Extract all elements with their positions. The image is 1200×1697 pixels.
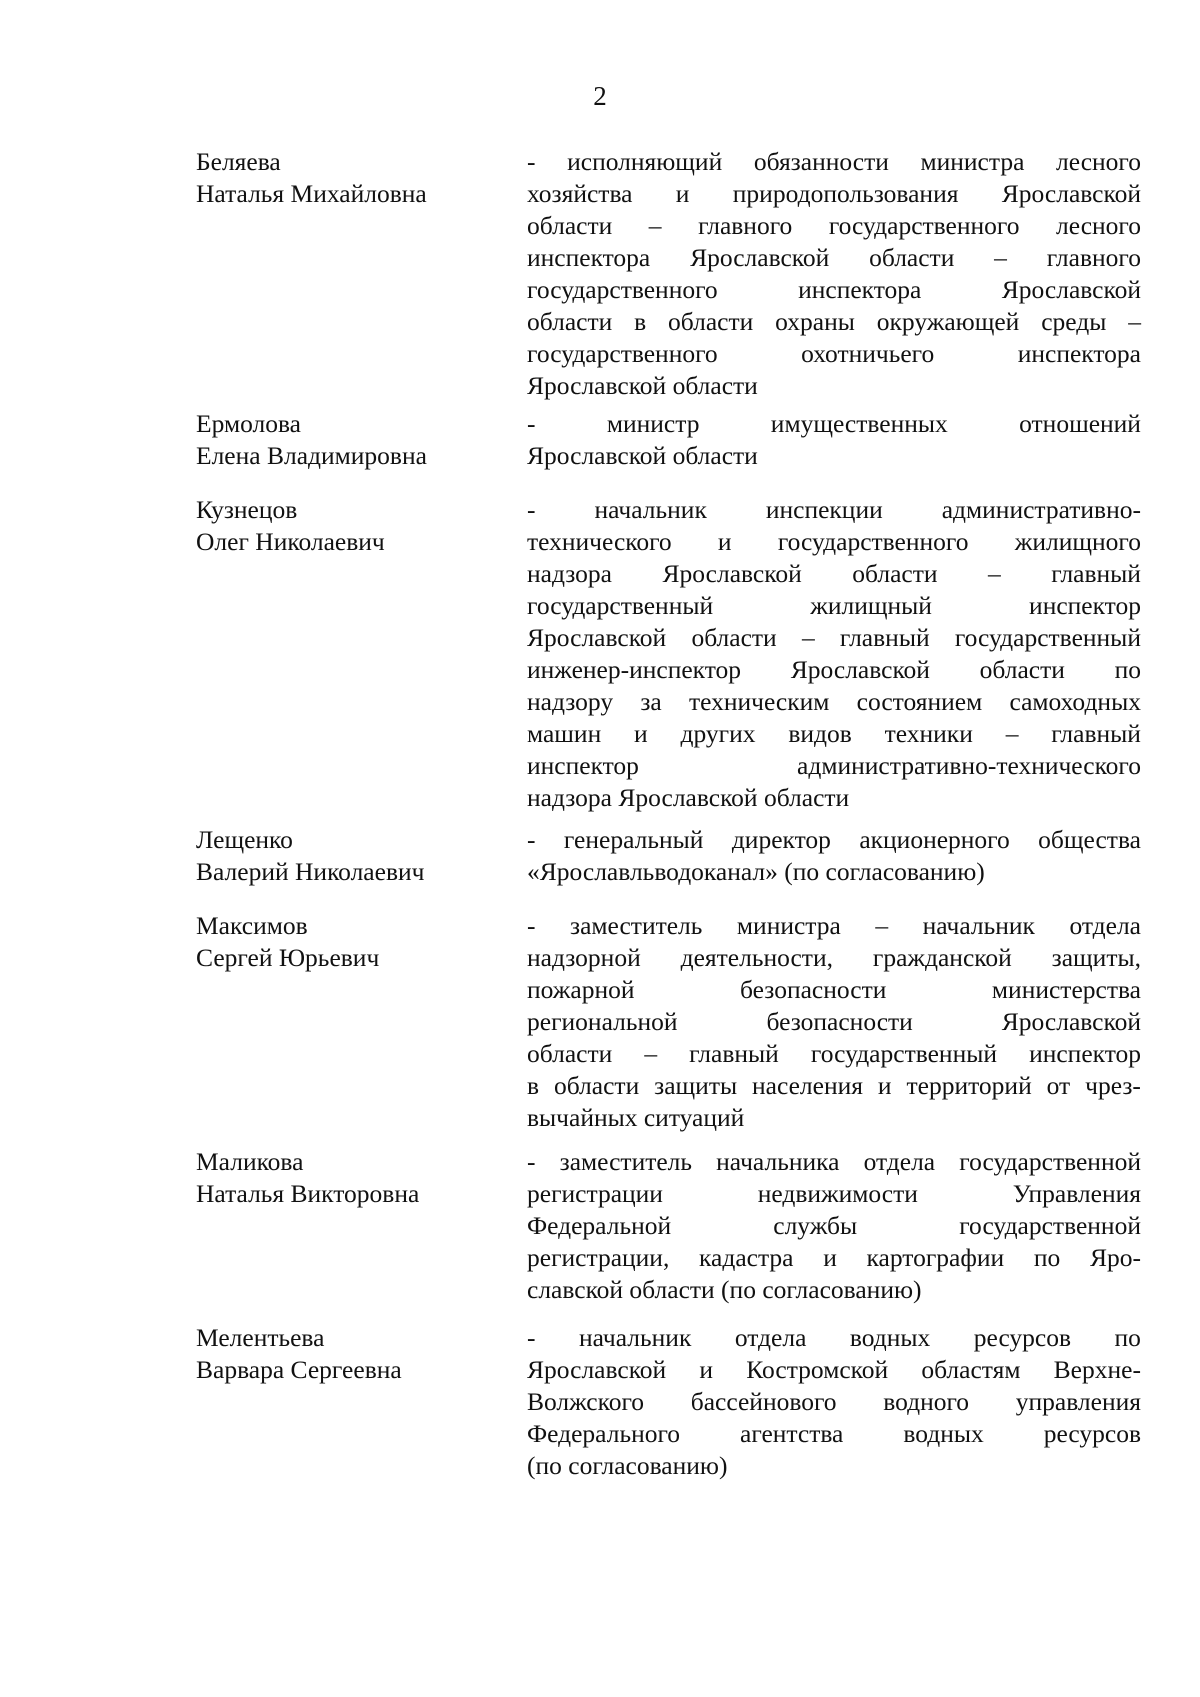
word: государственный bbox=[527, 591, 714, 620]
word: главного bbox=[698, 211, 793, 240]
member-entry bbox=[196, 1146, 1144, 1322]
word: инспектора bbox=[1017, 339, 1141, 368]
word: по bbox=[1033, 1243, 1061, 1272]
position-line bbox=[527, 526, 1141, 558]
member-position bbox=[527, 1322, 1141, 1482]
word: лесного bbox=[1056, 147, 1141, 176]
word: - bbox=[527, 825, 536, 854]
word: государственный bbox=[810, 1039, 997, 1068]
word: гражданской bbox=[872, 943, 1012, 972]
word: отдела bbox=[734, 1323, 807, 1352]
word: по bbox=[1114, 1323, 1141, 1352]
word: инженер-инспектор bbox=[527, 655, 742, 684]
word: управления bbox=[1015, 1387, 1141, 1416]
word: Верхне- bbox=[1053, 1355, 1141, 1384]
word: жилищного bbox=[1014, 527, 1141, 556]
word: инспектор bbox=[1029, 1039, 1141, 1068]
word: - bbox=[527, 409, 536, 438]
word: Волжского bbox=[527, 1387, 645, 1416]
member-surname: Ермолова bbox=[196, 409, 301, 438]
position-line bbox=[527, 910, 1141, 942]
word: недвижимости bbox=[757, 1179, 918, 1208]
word: и bbox=[877, 1071, 892, 1100]
word: Управления bbox=[1012, 1179, 1141, 1208]
word: Ярославской bbox=[527, 623, 667, 652]
word: – bbox=[644, 1039, 658, 1068]
member-surname: Кузнецов bbox=[196, 495, 298, 524]
member-surname: Лещенко bbox=[196, 825, 293, 854]
position-line bbox=[527, 1178, 1141, 1210]
member-given-names: Наталья Викторовна bbox=[196, 1179, 420, 1208]
position-line bbox=[527, 718, 1141, 750]
member-entry bbox=[196, 408, 1144, 494]
word: отдела bbox=[863, 1147, 936, 1176]
word: министра bbox=[920, 147, 1025, 176]
word: и bbox=[717, 527, 732, 556]
word: - bbox=[527, 1147, 536, 1176]
word: главный bbox=[1051, 719, 1141, 748]
position-line: (по согласованию) bbox=[527, 1451, 728, 1480]
word: природопользования bbox=[732, 179, 959, 208]
word: главный bbox=[1051, 559, 1141, 588]
word: защиты bbox=[654, 1071, 738, 1100]
word: области bbox=[527, 1039, 613, 1068]
member-given-names: Олег Николаевич bbox=[196, 527, 385, 556]
position-line bbox=[527, 824, 1141, 856]
word: службы bbox=[773, 1211, 858, 1240]
position-line bbox=[527, 1386, 1141, 1418]
word: бассейнового bbox=[690, 1387, 837, 1416]
word: главный bbox=[839, 623, 930, 652]
member-entry bbox=[196, 1322, 1144, 1492]
member-surname: Беляева bbox=[196, 147, 281, 176]
member-position bbox=[527, 910, 1141, 1134]
word: области bbox=[869, 243, 955, 272]
position-line bbox=[527, 1038, 1141, 1070]
member-name bbox=[196, 1146, 526, 1210]
word: Ярославской bbox=[527, 1355, 667, 1384]
position-line bbox=[527, 178, 1141, 210]
member-given-names: Варвара Сергеевна bbox=[196, 1355, 402, 1384]
word: министерства bbox=[991, 975, 1141, 1004]
word: среды bbox=[1041, 307, 1107, 336]
word: и bbox=[634, 719, 648, 748]
word: от bbox=[1046, 1071, 1071, 1100]
member-entry bbox=[196, 824, 1144, 910]
word: – bbox=[648, 211, 662, 240]
position-line: «Ярославльводоканал» (по согласованию) bbox=[527, 857, 985, 886]
word: области bbox=[527, 211, 613, 240]
member-list bbox=[196, 146, 1144, 1492]
position-line: славской области (по согласованию) bbox=[527, 1275, 922, 1304]
word: имущественных bbox=[770, 409, 948, 438]
word: видов bbox=[788, 719, 852, 748]
word: генеральный bbox=[563, 825, 704, 854]
word: заместитель bbox=[559, 1147, 693, 1176]
position-line bbox=[527, 1418, 1141, 1450]
member-entry bbox=[196, 910, 1144, 1146]
member-position bbox=[527, 1146, 1141, 1306]
position-line: Ярославской области bbox=[527, 371, 758, 400]
word: - bbox=[527, 495, 536, 524]
member-given-names: Валерий Николаевич bbox=[196, 857, 425, 886]
member-entry bbox=[196, 494, 1144, 824]
word: и bbox=[675, 179, 690, 208]
word: и bbox=[699, 1355, 714, 1384]
word: Ярославской bbox=[690, 243, 830, 272]
word: картографии bbox=[866, 1243, 1005, 1272]
word: области bbox=[979, 655, 1065, 684]
word: Ярославской bbox=[1001, 179, 1141, 208]
word: отдела bbox=[1069, 911, 1141, 940]
word: государственного bbox=[777, 527, 969, 556]
word: государственной bbox=[959, 1147, 1141, 1176]
word: надзора bbox=[527, 559, 612, 588]
position-line bbox=[527, 306, 1141, 338]
word: регистрации, bbox=[527, 1243, 670, 1272]
word: – bbox=[994, 243, 1007, 272]
word: – bbox=[988, 559, 1001, 588]
word: областям bbox=[921, 1355, 1021, 1384]
position-line: надзора Ярославской области bbox=[527, 783, 850, 812]
member-entry bbox=[196, 146, 1144, 408]
word: начальник bbox=[578, 1323, 692, 1352]
word: охотничьего bbox=[801, 339, 935, 368]
word: за bbox=[640, 687, 662, 716]
position-line bbox=[527, 590, 1141, 622]
position-line bbox=[527, 1242, 1141, 1274]
word: Ярославской bbox=[1001, 275, 1141, 304]
word: окружающей bbox=[876, 307, 1020, 336]
word: государственного bbox=[527, 339, 718, 368]
word: инспектор bbox=[527, 751, 639, 780]
word: других bbox=[680, 719, 756, 748]
position-line bbox=[527, 274, 1141, 306]
word: заместитель bbox=[570, 911, 703, 940]
word: охраны bbox=[775, 307, 855, 336]
word: агентства bbox=[740, 1419, 844, 1448]
word: и bbox=[823, 1243, 837, 1272]
word: надзорной bbox=[527, 943, 641, 972]
word: административно- bbox=[941, 495, 1141, 524]
word: области bbox=[852, 559, 938, 588]
position-line bbox=[527, 654, 1141, 686]
word: административно-технического bbox=[797, 751, 1141, 780]
position-line bbox=[527, 622, 1141, 654]
member-name bbox=[196, 408, 526, 472]
word: области bbox=[668, 307, 754, 336]
word: общества bbox=[1038, 825, 1141, 854]
word: исполняющий bbox=[567, 147, 723, 176]
member-position bbox=[527, 824, 1141, 888]
position-line bbox=[527, 1354, 1141, 1386]
position-line bbox=[527, 1070, 1141, 1102]
word: инспекции bbox=[765, 495, 883, 524]
position-line bbox=[527, 1210, 1141, 1242]
word: акционерного bbox=[859, 825, 1010, 854]
word: министр bbox=[606, 409, 700, 438]
word: жилищный bbox=[810, 591, 932, 620]
word: региональной bbox=[527, 1007, 678, 1036]
word: обязанности bbox=[753, 147, 889, 176]
word: государственной bbox=[959, 1211, 1141, 1240]
word: чрез- bbox=[1085, 1071, 1141, 1100]
word: государственного bbox=[828, 211, 1020, 240]
word: Федерального bbox=[527, 1419, 681, 1448]
word: технического bbox=[527, 527, 672, 556]
word: безопасности bbox=[766, 1007, 913, 1036]
word: ресурсов bbox=[973, 1323, 1072, 1352]
member-position bbox=[527, 408, 1141, 472]
position-line: Ярославской области bbox=[527, 441, 758, 470]
word: области bbox=[527, 307, 613, 336]
word: – bbox=[801, 623, 815, 652]
word: инспектора bbox=[527, 243, 651, 272]
word: директор bbox=[731, 825, 831, 854]
word: безопасности bbox=[740, 975, 887, 1004]
word: Федеральной bbox=[527, 1211, 672, 1240]
word: области bbox=[553, 1071, 640, 1100]
word: водных bbox=[849, 1323, 931, 1352]
member-surname: Максимов bbox=[196, 911, 308, 940]
word: - bbox=[527, 1323, 536, 1352]
word: - bbox=[527, 911, 536, 940]
word: начальник bbox=[922, 911, 1035, 940]
position-line bbox=[527, 1322, 1141, 1354]
member-name bbox=[196, 824, 526, 888]
word: Яро- bbox=[1089, 1243, 1141, 1272]
word: инспектора bbox=[798, 275, 922, 304]
word: инспектор bbox=[1029, 591, 1141, 620]
position-line bbox=[527, 1146, 1141, 1178]
word: населения bbox=[752, 1071, 863, 1100]
word: – bbox=[875, 911, 889, 940]
word: защиты, bbox=[1051, 943, 1141, 972]
member-name bbox=[196, 1322, 526, 1386]
member-surname: Маликова bbox=[196, 1147, 304, 1176]
word: водных bbox=[903, 1419, 984, 1448]
word: ресурсов bbox=[1043, 1419, 1141, 1448]
position-line bbox=[527, 750, 1141, 782]
word: Ярославской bbox=[1001, 1007, 1141, 1036]
member-name bbox=[196, 910, 526, 974]
word: – bbox=[1005, 719, 1019, 748]
word: деятельности, bbox=[680, 943, 833, 972]
word: Костромской bbox=[746, 1355, 889, 1384]
page-number: 2 bbox=[593, 81, 607, 111]
word: в bbox=[527, 1071, 540, 1100]
word: хозяйства bbox=[527, 179, 633, 208]
word: надзору bbox=[527, 687, 614, 716]
member-given-names: Сергей Юрьевич bbox=[196, 943, 380, 972]
member-given-names: Наталья Михайловна bbox=[196, 179, 427, 208]
word: государственный bbox=[954, 623, 1141, 652]
word: в bbox=[634, 307, 647, 336]
member-surname: Мелентьева bbox=[196, 1323, 325, 1352]
position-line bbox=[527, 558, 1141, 590]
position-line bbox=[527, 974, 1141, 1006]
word: государственного bbox=[527, 275, 718, 304]
position-line bbox=[527, 686, 1141, 718]
position-line bbox=[527, 942, 1141, 974]
word: области bbox=[691, 623, 777, 652]
position-line bbox=[527, 210, 1141, 242]
word: отношений bbox=[1019, 409, 1141, 438]
member-name bbox=[196, 494, 526, 558]
member-position bbox=[527, 494, 1141, 814]
word: самоходных bbox=[1009, 687, 1141, 716]
word: кадастра bbox=[699, 1243, 794, 1272]
word: главного bbox=[1046, 243, 1141, 272]
word: начальник bbox=[594, 495, 707, 524]
word: начальника bbox=[716, 1147, 840, 1176]
position-line: вычайных ситуаций bbox=[527, 1103, 745, 1132]
word: техническим bbox=[688, 687, 830, 716]
member-name bbox=[196, 146, 526, 210]
word: машин bbox=[527, 719, 602, 748]
word: лесного bbox=[1056, 211, 1141, 240]
word: территорий bbox=[906, 1071, 1032, 1100]
word: министра bbox=[736, 911, 841, 940]
word: Ярославской bbox=[662, 559, 802, 588]
word: пожарной bbox=[527, 975, 635, 1004]
word: - bbox=[527, 147, 536, 176]
word: главный bbox=[689, 1039, 779, 1068]
word: – bbox=[1128, 307, 1141, 336]
position-line bbox=[527, 408, 1141, 440]
word: водного bbox=[883, 1387, 970, 1416]
member-given-names: Елена Владимировна bbox=[196, 441, 427, 470]
member-position bbox=[527, 146, 1141, 402]
position-line bbox=[527, 494, 1141, 526]
word: регистрации bbox=[527, 1179, 663, 1208]
word: состоянием bbox=[856, 687, 983, 716]
word: по bbox=[1114, 655, 1141, 684]
position-line bbox=[527, 146, 1141, 178]
position-line bbox=[527, 242, 1141, 274]
position-line bbox=[527, 338, 1141, 370]
position-line bbox=[527, 1006, 1141, 1038]
word: Ярославской bbox=[790, 655, 930, 684]
word: техники bbox=[884, 719, 973, 748]
